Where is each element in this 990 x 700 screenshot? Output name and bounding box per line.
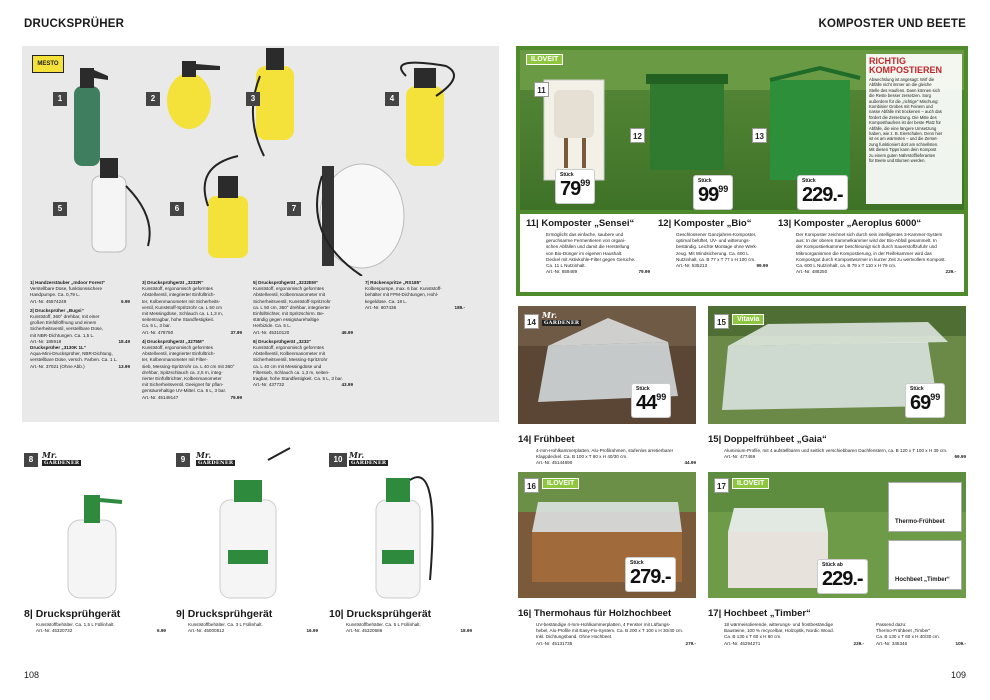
- badge-8: 8: [24, 453, 38, 467]
- badge-5: 5: [53, 202, 67, 216]
- price-12: Stück $99^{99}$: [694, 176, 732, 209]
- price-14: Stück $44^{99}$: [632, 384, 670, 417]
- item-2b: Drucksprüher „3130K 1L“ Aqua-Mini-Drucksprüher, NBR-Dichtung, verstellbare Düse, versch. Farben. Ca. 1 L. Art.-Nr. 37021 (Ohne Abb.) 13.99: [30, 345, 130, 369]
- product-11-title: 11| Komposter „Sensei“: [526, 218, 635, 229]
- product-9-title: 9| Drucksprühgerät: [176, 608, 273, 620]
- product-12-text: Geschlossener Ganzjahres-Komposter, optimal belüftet, UV- und witterungs- beständig. Leichte Montage ohne Werk- zeug. Mit Windsicherung. Ca. 600 L Nutzinhalt, ca. B 77 x T 77 x H 100 cm. Art.-Nr. 535213 99.99: [676, 232, 768, 269]
- badge-14: 14: [524, 314, 539, 329]
- product-17-title: 17| Hochbeet „Timber“: [708, 608, 811, 619]
- product-14-title: 14| Frühbeet: [518, 434, 575, 445]
- kompost-tip-box: [866, 54, 962, 204]
- kompost-tip-title: RICHTIG KOMPOSTIEREN: [869, 56, 943, 75]
- badge-15: 15: [714, 314, 729, 329]
- inset-hochbeet-timber: Hochbeet „Timber“: [888, 540, 962, 590]
- badge-7: 7: [287, 202, 301, 216]
- product-15-title: 15| Doppelfrühbeet „Gaia“: [708, 434, 827, 445]
- sprayer-4-image: [401, 63, 454, 166]
- sprayer-8-image: [68, 495, 122, 598]
- komposter-aeroplus-image: [770, 68, 860, 180]
- product-16-title: 16| Thermohaus für Holzhochbeet: [518, 608, 672, 619]
- mr-gardener-logo-10: Mr. GARDENER: [349, 450, 387, 466]
- text-col-3: [253, 280, 353, 388]
- item-3: 3| Drucksprühgerät „3232R“ Kunststoff, ergonomisch geformtes Abstellventil, integrierter Einfülltrich- ter, Kolbenmanometer mit Sicherheits- ventil, Kunststoff-Spritzrohr ca. L 50 cm mit Messingdüse, Schlauch ca. L 1,3 m, seitentragbar, hohe Standfestigkeit. Ca. 5 L, 3 bar. Art.-Nr. 478750 37.99: [142, 280, 242, 335]
- product-8-text: Kunststoffbehälter. Ca. 1,5 L Füllinhalt. Art.-Nr. 45320732 6.99: [36, 622, 166, 634]
- product-9-text: Kunststoffbehälter. Ca. 3 L Füllinhalt. Art.-Nr. 45000812 16.99: [188, 622, 318, 634]
- badge-10: 10: [329, 453, 347, 467]
- badge-12: 12: [630, 128, 645, 143]
- sprayer-1-image: [74, 68, 108, 166]
- badge-6: 6: [170, 202, 184, 216]
- product-17-extra: Passend dazu: Thermo-Frühbeet „Timber“ Ca. B 130 x T 60 x H 40/30 cm. Art.-Nr. 345346 109.-: [876, 622, 966, 646]
- price-15: Stück $69^{99}$: [906, 384, 944, 417]
- badge-9: 9: [176, 453, 190, 467]
- product-8-title: 8| Drucksprühgerät: [24, 608, 121, 620]
- badge-13: 13: [752, 128, 767, 143]
- badge-4: 4: [385, 92, 399, 106]
- section-header-left: DRUCKSPRÜHER: [24, 18, 125, 30]
- badge-3: 3: [246, 92, 260, 106]
- price-13: Stück 229.-: [798, 176, 847, 209]
- vitavia-logo: Vitavia: [732, 314, 764, 325]
- badge-1: 1: [53, 92, 67, 106]
- iloveit-logo-16: ILOVEIT: [542, 478, 579, 489]
- page-number-right: 109: [950, 670, 966, 680]
- badge-2: 2: [146, 92, 160, 106]
- product-13-title: 13| Komposter „Aeroplus 6000“: [778, 218, 922, 229]
- badge-11: 11: [534, 82, 549, 97]
- item-6: 6| Drucksprühgerät „3232“ Kunststoff, ergonomisch geformtes Abstellventil, Kolbenmanometer mit Sicherheitsventil, Messing-Spritzrohr ca. L 40 cm mit Messingdüse und Filtersieb, Schlauch ca. 1,3 m, seiten- tragbar, hohe Standfestigkeit. Ca. 5 L, 3 bar. Art.-Nr. 437732 43.99: [253, 338, 353, 388]
- mr-gardener-logo-14: Mr. GARDENER: [542, 310, 580, 326]
- price-16: Stück 279.-: [626, 558, 675, 591]
- text-col-4: [365, 280, 465, 311]
- item-1: 1| Handzerstäuber „Indoor Forest“ Verstellbare Düse, funktionssichere Handpumpe. Ca. 0,79 L. Art.-Nr. 45574249 6.99: [30, 280, 130, 304]
- sprayer-6-image: [205, 156, 248, 258]
- sprayer-images: [22, 46, 499, 276]
- sprayer-10-image: [376, 477, 433, 598]
- item-7: 7| Rückenspritze „RS185“ Kolbenpumpe, max. 6 bar. Kunststoff- behälter mit FPM-Dichtungen, Hohl- kegeldüse. Ca. 18 L. Art.-Nr. 807436 189.-: [365, 280, 465, 310]
- mr-gardener-logo-8: Mr. GARDENER: [42, 450, 80, 466]
- text-col-1: [30, 280, 130, 370]
- item-5: 5| Drucksprühgerät „3232EM“ Kunststoff, ergonomisch geformtes Abstellventil, Kolbenmanometer mit Sicherheitsventil, Kunststoff-Spritzrohr ca. L 50 cm, 360° drehbar, integrierter Einfülltrichter, mit Spritzschirm. Be- ständig gegen essigsäurehaltige Herbizide. Ca. 5 L. Art.-Nr. 45310120 46.99: [253, 280, 353, 335]
- product-12-title: 12| Komposter „Bio“: [658, 218, 752, 229]
- price-11: Stück $79^{99}$: [556, 170, 594, 203]
- badge-16: 16: [524, 478, 539, 493]
- product-14-text: 4-mm-Hohlkammerplatten, Alu-Profilrahmen, stufenlos arretierbarer Klappdeckel. Ca. B 100 x T 60 x H 40/30 cm. Art.-Nr. 45144690 44.99: [536, 448, 696, 466]
- item-4: 4| Drucksprühgerät „3275M“ Kunststoff, ergonomisch geformtes Abstellventil, integrierter Einfülltrich- ter, Kolbenmanometer mit Filter- sieb, Messing-Spritzrohr ca. L 40 cm mit 360° drehbar, Spitzschlauch ca. 2,5 m, integ- rierter Einfülltrichter, Kolbenmanometer mit Sicherheitsventil. Geeignet für pflan- gensäurehaltige UV-Mittel. Ca. 5 L, 3 bar. Art.-Nr. 45149147 79.99: [142, 338, 242, 400]
- product-16-text: UV-beständige 4-mm-Hohlkammerplatten, 4 Fenster mit Lüftungs- hebel, Alu-Profile mit Easy-Fix-System. Ca. B 200 x T 100 x H 30/40 cm. Inkl. Dichtungsband. Ohne Hochbeet. Art.-Nr. 45131735 279.-: [536, 622, 696, 646]
- text-col-2: [142, 280, 242, 401]
- sprayer-7-image: [317, 164, 404, 276]
- sprayer-5-image: [92, 158, 150, 252]
- sprayer-9-image: [220, 448, 290, 598]
- kompost-tip-text: Abwechslung ist angesagt: Wirf die Abfälle nicht immer an die gleiche Stelle des Haufens. Dann können sich die Reste besser zersetzen. Sorg außerdem für die „richtige“ Mischung: Kombinier Grobes mit Feinem und nasse Abfälle mit trockenen – auch das fördert die Zersetzung. Die Mitte des Komposthaufens ist der beste Platz für Abfälle, die eine längere Umsetzung haben, wie z. B. Eierschalen. Denn hier ist es am wärmsten – und die Zerset- zung funktioniert dort am schnellsten. Mit diesen Tipps kann dein Kompost zu einem guten Nährstofflieferanten für Beete und Blumen werden.: [869, 77, 943, 164]
- badge-17: 17: [714, 478, 729, 493]
- mesto-logo: MESTO: [32, 55, 64, 73]
- mr-gardener-logo-9: Mr. GARDENER: [196, 450, 234, 466]
- iloveit-logo-komposter: ILOVEIT: [526, 54, 563, 65]
- inset-thermo-fruehbeet: Thermo-Frühbeet: [888, 482, 962, 532]
- product-17-text: 18 wärmeisolierende, witterungs- und frostbeständige Bausteine, 100 % recycelbar, Holzoptik, Nordic Wood. Ca. B 130 x T 60 x H 60 cm. Art.-Nr. 45294271 229.-: [724, 622, 864, 646]
- section-header-right: KOMPOSTER UND BEETE: [818, 18, 966, 30]
- komposter-bio-image: [646, 74, 728, 170]
- komposter-sensei-image: [544, 80, 604, 180]
- sprayer-2-image: [167, 61, 220, 129]
- product-13-text: Der Komposter zeichnet sich durch sein intelligentes 3-Kammer-System aus: In der oberen Sammelkammer wird der Bio-Abfall gesammelt. In der Kompostierkammer beschleunigt sich durch Sauerstoffzufuhr und Mikroorganismen die Kompostierung, in der Reifekammer wird das Kompostgut durch Kompostwürmer in kurzer Zeit zu wertvollem Kompost. Ca. 600 L Nutzinhalt, ca. B 79 x T 110 x H 79 cm. Art.-Nr. 488250 229.-: [796, 232, 956, 275]
- item-2: 2| Drucksprüher „Bugsi“ Kunststoff, 360° drehbar, mit einer großen Einfüllöffnung und einem Sicherheitsventil, verstellbare Düse, mit NBR-Dichtungen. Ca. 1,5 L. Art.-Nr. 185918 18.49: [30, 307, 130, 344]
- product-10-text: Kunststoffbehälter. Ca. 5 L Füllinhalt. Art.-Nr. 45320686 18.99: [346, 622, 472, 634]
- page-number-left: 108: [24, 670, 40, 680]
- price-17: Stück ab 229.-: [818, 560, 867, 593]
- product-10-title: 10| Drucksprühgerät: [329, 608, 432, 620]
- iloveit-logo-17: ILOVEIT: [732, 478, 769, 489]
- product-15-text: Aluminium-Profile, mit 4 aufstellbaren und seitlich verschiebbaren Dachfenstern, ca. B 120 x T 100 x H 39 cm. Art.-Nr. 477469 69.99: [724, 448, 966, 460]
- garden-sprayer-images: [22, 440, 499, 605]
- product-11-text: Ermöglicht das einfache, saubere und geruchsarme Fermentieren von organi- schen Abfällen und damit die Herstellung von Bio-Dünger im eigenen Haushalt. Deckel mit Aktivkohle-Filter gegen Gerüche. Ca. 11 L Nutzinhalt. Art.-Nr. 859489 79.99: [546, 232, 650, 275]
